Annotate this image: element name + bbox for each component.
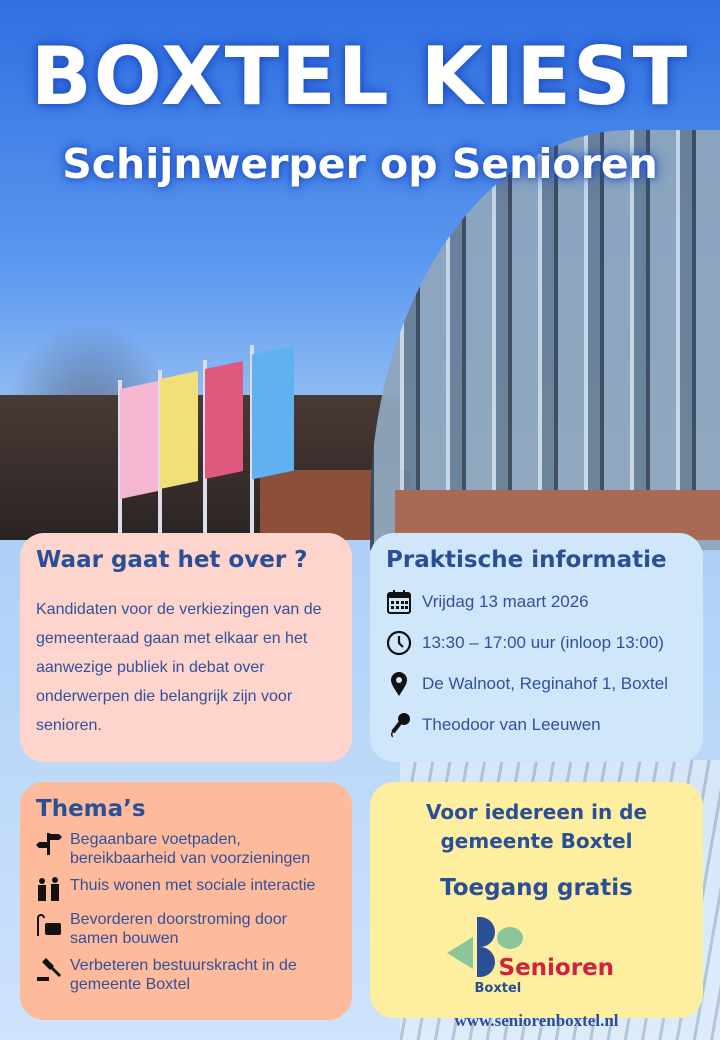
audience-line: Voor iedereen in de gemeente Boxtel bbox=[425, 800, 648, 853]
website-link[interactable]: www.seniorenboxtel.nl bbox=[454, 1011, 619, 1030]
logo-text: Senioren bbox=[498, 955, 615, 981]
logo-subtext: Boxtel bbox=[474, 981, 522, 996]
info-time bbox=[386, 622, 687, 663]
poster-title: BOXTEL KIEST bbox=[30, 30, 690, 123]
info-time-text: 13:30 – 17:00 uur (inloop 13:00) bbox=[422, 632, 664, 652]
senioren-boxtel-logo bbox=[437, 917, 637, 1007]
admission-text: Toegang gratis bbox=[440, 875, 633, 901]
themes-panel bbox=[20, 782, 352, 1020]
theme-item: Bevorderen doorstroming door samen bouwen bbox=[36, 910, 336, 948]
audience-panel bbox=[370, 782, 703, 1030]
gavel-icon bbox=[36, 956, 62, 982]
theme-item: Begaanbare voetpaden, bereikbaarheid van voorzieningen bbox=[36, 830, 336, 868]
signpost-icon bbox=[36, 830, 62, 856]
practical-info-panel bbox=[370, 533, 703, 762]
info-date bbox=[386, 581, 687, 622]
poster-subtitle: Schijnwerper op Senioren bbox=[62, 140, 658, 188]
themes-heading: Thema’s bbox=[36, 796, 146, 822]
about-heading: Waar gaat het over ? bbox=[36, 547, 308, 573]
info-moderator bbox=[386, 704, 687, 745]
about-text: Kandidaten voor de verkiezingen van de gemeenteraad gaan met elkaar en het aanwezige publiek in debat over onderwerpen die belangrijk zijn voor senioren. bbox=[36, 601, 322, 734]
furniture-icon bbox=[36, 910, 62, 936]
people-icon bbox=[36, 876, 62, 902]
info-date-text: Vrijdag 13 maart 2026 bbox=[422, 591, 589, 611]
location-pin-icon bbox=[386, 671, 412, 697]
microphone-icon bbox=[386, 712, 412, 738]
about-panel bbox=[20, 533, 352, 762]
calendar-icon bbox=[386, 589, 412, 615]
info-moderator-text: Theodoor van Leeuwen bbox=[422, 714, 601, 734]
theme-item: Thuis wonen met sociale interactie bbox=[36, 876, 336, 902]
clock-icon bbox=[386, 630, 412, 656]
info-location-text: De Walnoot, Reginahof 1, Boxtel bbox=[422, 673, 669, 693]
info-location bbox=[386, 663, 687, 704]
practical-heading: Praktische informatie bbox=[386, 547, 667, 573]
theme-item: Verbeteren bestuurskracht in de gemeente Boxtel bbox=[36, 956, 336, 994]
